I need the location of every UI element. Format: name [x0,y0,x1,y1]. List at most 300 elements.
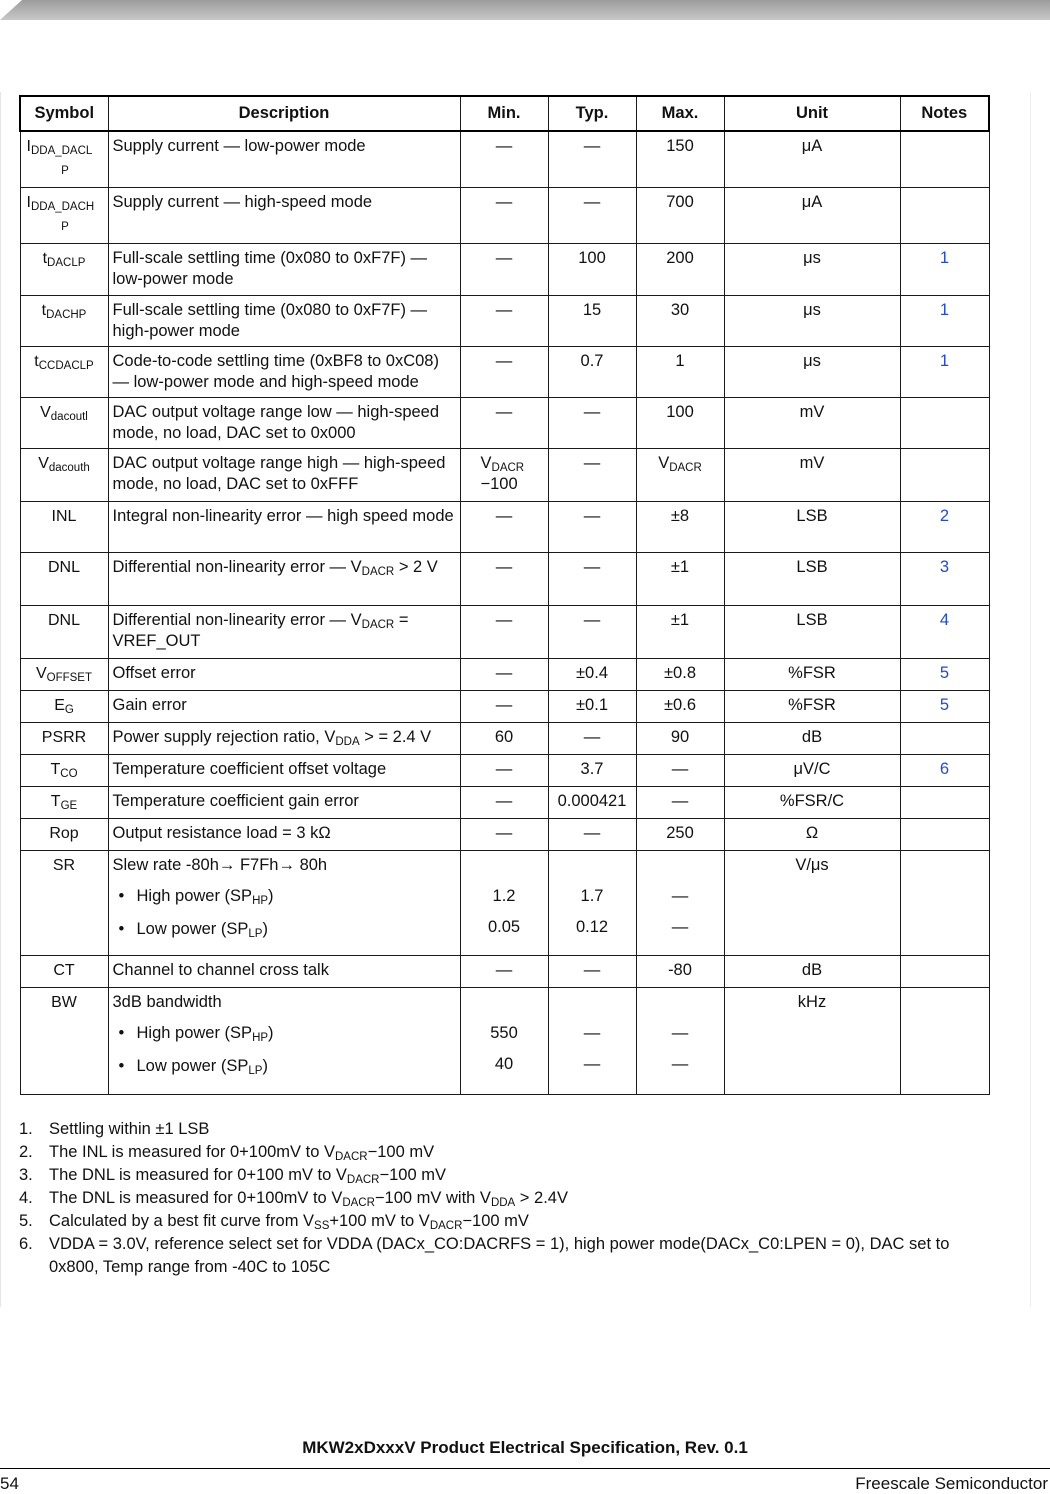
description-text: = VREF_OUT [112,610,409,650]
bullet-subscript: LP [248,1064,263,1077]
footnote-subscript: DACR [335,1151,368,1163]
symbol-main: I [26,138,31,155]
bullet-item [113,886,456,907]
bullet-item [113,919,456,940]
unit-cell [724,690,900,722]
symbol-cell [20,605,108,658]
min-value: — [495,248,513,267]
typ-cell [548,690,636,722]
note-ref: 1 [939,351,950,370]
footnote-text: VDDA = 3.0V, reference select set for VDDA (DACx_CO:DACRFS = 1), high power mode(DACx_C0:LPEN = 0), DAC set to 0x800, Temp range from -40C to 105C [49,1235,950,1276]
unit-value: V/μs [795,855,829,874]
description-text: Channel to channel cross talk [112,960,329,979]
max-value: — [671,1054,689,1073]
max-value: ±1 [670,557,690,576]
scan-edge-right [1030,92,1031,1307]
max-cell [636,131,724,187]
min-value: 0.05 [487,917,521,936]
description-text: Gain error [112,695,187,714]
bullet-text: High power (SP [136,1023,253,1042]
max-value: 200 [666,248,694,267]
max-value: ±1 [670,610,690,629]
table-row [20,397,989,448]
typ-value: 0.12 [575,917,609,936]
bullet-text: ) [262,919,268,938]
symbol-cell [20,397,108,448]
typ-cell [548,131,636,187]
text: V [658,453,670,472]
footer-rule [0,1468,1050,1469]
footnote-number: 3. [19,1166,33,1184]
min-value: — [495,610,513,629]
description-text: Slew rate -80h→ F7Fh→ 80h [112,855,328,874]
table-row [20,722,989,754]
min-cell [460,131,548,187]
unit-value: μV/C [793,759,831,778]
notes-cell [900,722,989,754]
min-value: 550 [490,1023,518,1042]
footnote-text: The INL is measured for 0+100mV to V [49,1143,335,1161]
symbol-subscript: dacoutl [50,410,88,423]
description-cell [108,448,460,501]
symbol-cell [20,658,108,690]
note-ref: 4 [939,610,950,629]
typ-value: — [583,960,601,979]
min-cell [460,243,548,295]
note-ref: 5 [939,695,950,714]
symbol-subscript: OFFSET [46,671,93,684]
unit-cell [724,754,900,786]
footnote-text: +100 mV to V [329,1212,430,1230]
symbol-main: I [26,193,31,211]
notes-cell [900,448,989,501]
description-cell [108,187,460,243]
table-row [20,295,989,346]
min-cell [460,987,548,1094]
symbol-cell [20,786,108,818]
description-cell [108,605,460,658]
typ-value: 0.000421 [557,791,627,810]
notes-cell [900,397,989,448]
footnote-text: −100 mV [367,1143,435,1161]
description-cell [108,850,460,955]
footnote-number: 1. [19,1120,33,1138]
min-value: — [495,506,513,525]
symbol-main: T [50,760,61,778]
max-value: — [671,1023,689,1042]
notes-cell [900,955,989,987]
notes-cell [900,346,989,397]
header-band [0,0,1050,20]
typ-value: — [583,610,601,629]
max-cell [636,818,724,850]
description-cell [108,754,460,786]
min-value: — [495,663,513,682]
description-subscript: DDA [335,735,360,748]
min-cell [460,552,548,605]
table-row [20,658,989,690]
unit-cell [724,295,900,346]
typ-value: ±0.1 [576,695,608,714]
max-value: 100 [666,402,694,421]
typ-value: — [583,137,601,155]
typ-cell [548,552,636,605]
footnote-text: > 2.4V [515,1189,568,1207]
note-ref: 1 [939,300,950,319]
footnote-item [19,1118,989,1141]
min-value: 40 [494,1054,514,1073]
description-cell [108,131,460,187]
description-text: Offset error [112,663,196,682]
header-min: Min. [460,96,548,131]
symbol-cell [20,722,108,754]
max-cell [636,346,724,397]
description-text: Differential non-linearity error — V [112,610,362,629]
typ-value: 3.7 [580,759,604,778]
footnote-number: 2. [19,1143,33,1161]
bullet-text: ) [268,1023,274,1042]
description-cell [108,722,460,754]
footnote-text: −100 mV with V [374,1189,491,1207]
footnote-text: −100 mV [462,1212,529,1230]
symbol-main: V [38,454,49,472]
unit-value: LSB [796,506,828,525]
description-text: Differential non-linearity error — V [112,557,362,576]
max-cell [636,754,724,786]
min-cell [460,658,548,690]
header-max: Max. [636,96,724,131]
min-value: — [495,960,513,979]
symbol-cell [20,295,108,346]
symbol-cell [20,818,108,850]
max-value: ±0.6 [664,695,696,714]
notes-cell [900,187,989,243]
symbol-subscript: GE [60,799,78,812]
symbol-cell [20,987,108,1094]
typ-value: 15 [582,300,602,319]
notes-cell [900,690,989,722]
footnote-text: Settling within ±1 LSB [49,1120,210,1138]
max-cell [636,397,724,448]
unit-value: LSB [796,557,828,576]
unit-cell [724,187,900,243]
max-value: 250 [666,823,694,842]
unit-cell [724,131,900,187]
notes-cell [900,501,989,552]
note-ref: 5 [939,663,950,682]
symbol-main: CT [53,961,75,979]
subscript: DACR [491,461,525,474]
table-row [20,850,989,955]
table-row [20,501,989,552]
unit-cell [724,397,900,448]
min-value: — [495,192,513,211]
page-number: 54 [0,1474,19,1493]
max-cell [636,552,724,605]
bullet-subscript: LP [248,927,263,940]
description-text: Power supply rejection ratio, V [112,727,336,746]
max-value: — [671,759,689,778]
typ-value: — [583,453,601,472]
notes-cell [900,605,989,658]
symbol-tail: P [61,165,69,177]
footnote-subscript: DDA [490,1197,516,1209]
subscript: DACR [669,461,702,474]
description-text: Temperature coefficient gain error [112,791,359,810]
bullet-text: Low power (SP [136,919,249,938]
description-text: Full-scale settling time (0x080 to 0xF7F) — high-power mode [112,300,428,340]
max-cell [636,722,724,754]
symbol-main: PSRR [41,728,87,746]
notes-cell [900,295,989,346]
symbol-main: T [50,792,61,810]
min-cell [460,501,548,552]
unit-value: μs [803,248,821,267]
max-cell [636,690,724,722]
notes-cell [900,658,989,690]
bullet-text: Low power (SP [136,1056,249,1075]
description-text: > 2 V [394,557,438,576]
bullet-text: ) [268,886,274,905]
footnotes-list [19,1118,989,1279]
symbol-main: Rop [49,824,79,842]
description-text: Supply current — high-speed mode [112,192,373,211]
description-text: Temperature coefficient offset voltage [112,759,387,778]
symbol-cell [20,552,108,605]
max-value: 1 [675,351,685,370]
symbol-subscript: DACHP [46,308,87,321]
symbol-main: V [35,664,47,682]
max-value: — [671,886,689,905]
min-value: — [495,759,513,778]
typ-value: 1.7 [580,886,604,905]
notes-cell [900,754,989,786]
table-row [20,690,989,722]
footnote-number: 6. [19,1235,33,1253]
footnote-text: Calculated by a best fit curve from V [49,1212,315,1230]
min-cell [460,397,548,448]
typ-cell [548,955,636,987]
min-cell [460,295,548,346]
unit-value: %FSR/C [779,791,845,810]
max-cell [636,850,724,955]
header-unit: Unit [724,96,900,131]
footer-document-title: MKW2xDxxxV Product Electrical Specification, Rev. 0.1 [302,1438,748,1457]
typ-cell [548,722,636,754]
unit-cell [724,818,900,850]
description-cell [108,501,460,552]
symbol-cell [20,850,108,955]
unit-value: μA [801,137,823,155]
min-cell [460,786,548,818]
typ-cell [548,786,636,818]
unit-cell [724,658,900,690]
notes-cell [900,131,989,187]
max-value: ±0.8 [664,663,696,682]
notes-cell [900,243,989,295]
table-row [20,605,989,658]
description-text: DAC output voltage range high — high-speed mode, no load, DAC set to 0xFFF [112,453,446,493]
typ-cell [548,850,636,955]
unit-value: dB [801,960,823,979]
symbol-main: t [41,301,47,319]
note-ref: 1 [939,248,950,267]
typ-cell [548,243,636,295]
unit-cell [724,243,900,295]
unit-cell [724,987,900,1094]
footnote-item [19,1233,989,1279]
unit-cell [724,605,900,658]
max-value: — [671,917,689,936]
note-ref: 3 [939,557,950,576]
table-row [20,786,989,818]
symbol-subscript: CCDACLP [38,359,94,372]
unit-value: Ω [805,823,819,842]
typ-value: — [583,1023,601,1042]
typ-cell [548,397,636,448]
description-cell [108,786,460,818]
max-cell [636,243,724,295]
typ-value: — [583,192,601,211]
max-cell [636,187,724,243]
typ-value: — [583,727,601,746]
typ-cell [548,818,636,850]
footnote-number: 5. [19,1212,33,1230]
symbol-cell [20,501,108,552]
unit-cell [724,448,900,501]
typ-cell [548,501,636,552]
description-cell [108,987,460,1094]
min-value: — [495,137,513,155]
min-cell [460,754,548,786]
symbol-main: V [40,403,51,421]
min-value: — [495,300,513,319]
min-cell [460,690,548,722]
text: −100 [480,474,518,493]
text: V [480,453,492,472]
min-cell [460,818,548,850]
unit-value: mV [799,402,825,421]
unit-value: dB [801,727,823,746]
table-row [20,243,989,295]
header-notes: Notes [900,96,989,131]
table-row [20,346,989,397]
max-value: 90 [670,727,690,746]
typ-value: — [583,823,601,842]
typ-cell [548,295,636,346]
symbol-tail: P [61,220,69,233]
max-cell [636,501,724,552]
min-value: — [495,351,513,370]
header-band-corner [0,0,22,20]
symbol-subscript: CO [60,767,78,780]
unit-value: LSB [796,610,828,629]
max-cell [636,955,724,987]
dac-spec-table [19,95,990,1095]
table-row [20,818,989,850]
unit-cell [724,955,900,987]
description-cell [108,690,460,722]
typ-cell [548,987,636,1094]
footnote-text: The DNL is measured for 0+100 mV to V [49,1166,347,1184]
symbol-main: BW [51,993,77,1011]
max-cell [636,658,724,690]
unit-cell [724,552,900,605]
max-value: 30 [670,300,690,319]
symbol-cell [20,187,108,243]
notes-cell [900,987,989,1094]
typ-cell [548,754,636,786]
symbol-main: SR [52,856,76,874]
min-value: — [495,557,513,576]
typ-value: — [583,557,601,576]
unit-value: kHz [797,992,827,1011]
max-value: ±8 [670,506,690,525]
symbol-cell [20,448,108,501]
max-cell [636,448,724,501]
table-row [20,754,989,786]
typ-cell [548,187,636,243]
header-description: Description [108,96,460,131]
typ-cell [548,346,636,397]
symbol-main: t [42,249,48,267]
description-cell [108,295,460,346]
max-cell [636,295,724,346]
description-text: 3dB bandwidth [112,992,222,1011]
typ-value: 100 [578,248,606,267]
min-value: — [495,402,513,421]
symbol-main: INL [51,507,77,525]
min-value: — [495,791,513,810]
table-row [20,987,989,1094]
bullet-subscript: HP [252,1031,269,1044]
min-value: 1.2 [492,886,516,905]
min-value: — [495,695,513,714]
header-typ: Typ. [548,96,636,131]
symbol-subscript: dacouth [48,461,90,474]
description-text: Full-scale settling time (0x080 to 0xF7F) — low-power mode [112,248,428,288]
symbol-cell [20,690,108,722]
symbol-main: DNL [47,611,80,629]
footnote-item [19,1141,989,1164]
footnote-item [19,1210,989,1233]
typ-value: — [583,1054,601,1073]
unit-value: mV [799,453,825,472]
scan-edge-left [0,92,1,1307]
notes-cell [900,818,989,850]
symbol-subscript: DACLP [47,256,86,269]
description-subscript: DACR [361,565,395,578]
typ-value: ±0.4 [576,663,608,682]
symbol-cell [20,346,108,397]
notes-cell [900,850,989,955]
min-cell [460,722,548,754]
description-subscript: DACR [361,618,395,631]
description-text: Code-to-code settling time (0xBF8 to 0xC08) — low-power mode and high-speed mode [112,351,439,391]
bullet-text: ) [262,1056,268,1075]
note-ref: 6 [939,759,950,778]
description-cell [108,658,460,690]
notes-cell [900,786,989,818]
symbol-main: DNL [47,558,80,576]
symbol-cell [20,243,108,295]
unit-cell [724,346,900,397]
table-row [20,448,989,501]
symbol-subscript: DDA_DACH [30,200,95,213]
table-row [20,955,989,987]
max-value: 150 [666,137,694,155]
symbol-subscript: G [64,703,74,716]
